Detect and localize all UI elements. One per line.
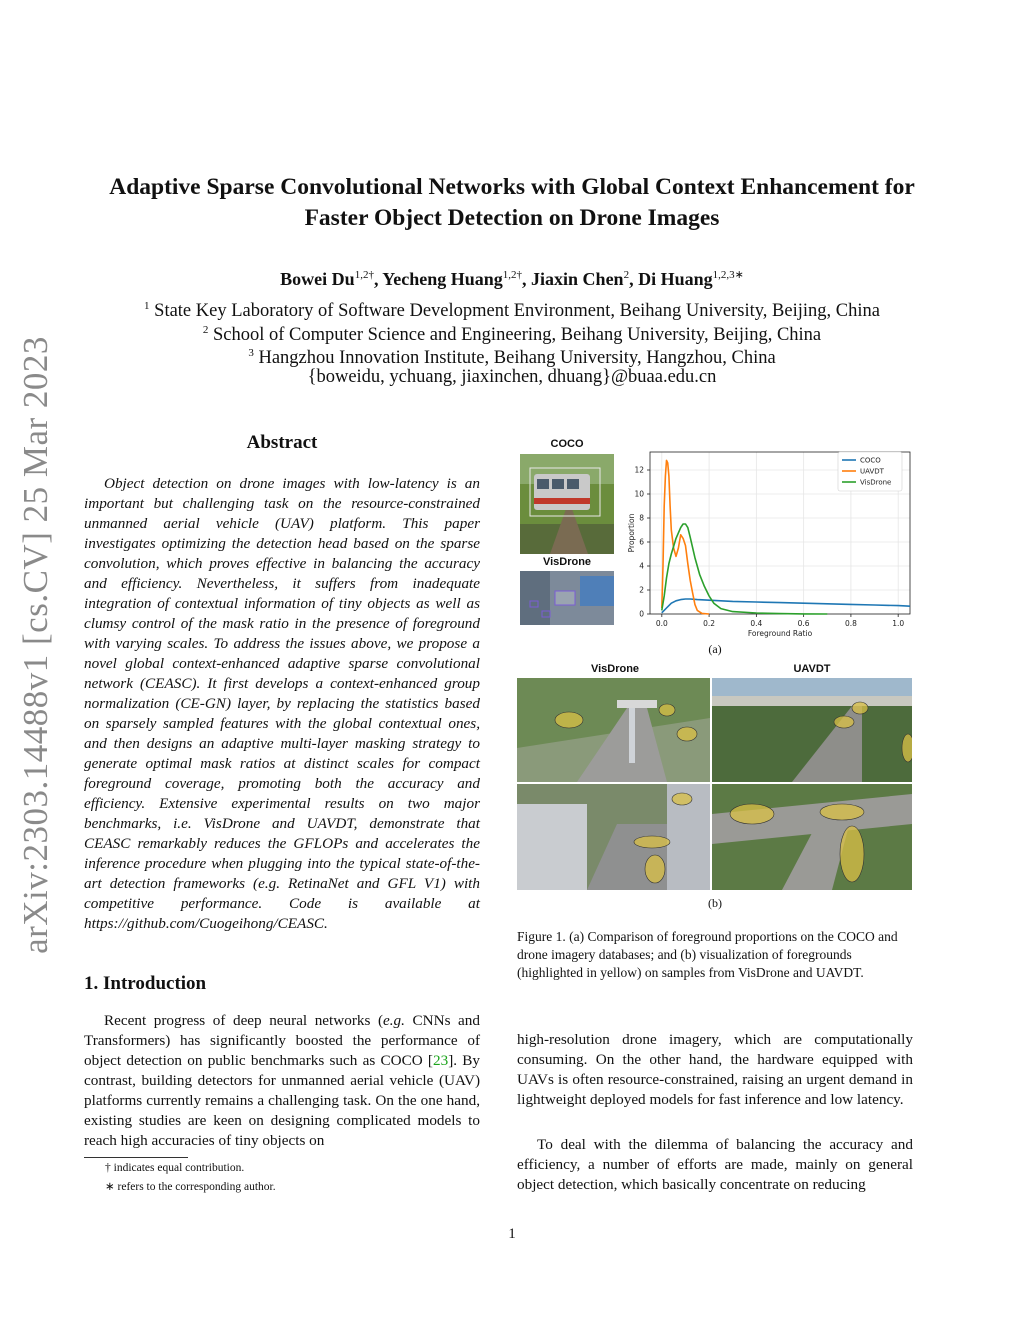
coco-sample-image	[520, 454, 614, 554]
author-sup: 1,2,3∗	[712, 269, 744, 281]
author-name: Di Huang	[638, 269, 713, 289]
abstract-heading: Abstract	[246, 432, 318, 453]
x-tick-label: 0.4	[750, 619, 763, 628]
series-line-uavdt	[662, 460, 709, 614]
intro-paragraph	[84, 1011, 480, 1151]
x-tick-label: 0.6	[797, 619, 810, 628]
y-tick-label: 2	[639, 585, 644, 595]
y-axis-label: Proportion	[627, 513, 636, 553]
subfigure-label-b: (b)	[708, 896, 722, 910]
abstract-text: Object detection on drone images with low-latency is an important but challenging task on the resource-constrained unmanned aerial vehicle (UAV) platform. This paper investigates optimizing the detection head based on the sparse convolution, which proves effective in balancing the accuracy and efficiency. Nevertheless, it suffers from inadequate integration of contextual information of tiny objects as well as clumsy control of the mask ratio in the presence of foreground with varying scales. To address the issues above, we propose a novel global context-enhanced adaptive sparse convolutional network (CEASC). It first develops a context-enhanced group normalization (CE-GN) layer, by replacing the statistics based on sparsely sampled features with the global contextual ones, and then designs an adaptive multi-layer masking strategy to generate optimal mask ratios at distinct scales for compact foreground coverage, promoting both the accuracy and efficiency. Extensive experimental results on two major benchmarks, i.e. VisDrone and UAVDT, demonstrate that CEASC remarkably reduces the GFLOPs and accelerates the inference procedure when plugging into the typical state-of-the-art detection frameworks (e.g. RetinaNet and GFL V1) with competitive performance. Code is available at https://github.com/Cuogeihong/CEASC.	[84, 475, 480, 932]
y-tick-label: 12	[634, 465, 644, 475]
author-sup: 2	[623, 269, 630, 281]
uavdt-foreground-image-2	[712, 784, 912, 890]
visdrone-foreground-image-1	[517, 678, 710, 782]
author-list: Bowei $Du^{1,2\dagger}$, Yecheng Huang$^{1,2\dagger}$, Jiaxin Chen$^2$, Di Huang$^{1,2,3∗}$	[280, 269, 744, 289]
figure-label-uavdt: UAVDT	[793, 663, 831, 675]
footnote-equal-contribution: † indicates equal contribution.	[105, 1162, 245, 1174]
affiliation-text: School of Computer Science and Engineering, Beihang University, Beijing, China	[212, 325, 822, 346]
x-tick-label: 1.0	[892, 619, 905, 628]
x-tick-label: 0.8	[844, 619, 857, 628]
visdrone-foreground-image-2	[517, 784, 710, 890]
author-name: Jiaxin Chen	[531, 269, 624, 289]
author-name: Yecheng Huang	[382, 269, 503, 289]
title-line-2: Faster Object Detection on Drone Images	[304, 205, 720, 231]
x-tick-label: 0.2	[703, 619, 716, 628]
y-tick-label: 0	[639, 609, 644, 619]
foreground-ratio-chart	[620, 444, 916, 644]
author-sup: 1,2†	[354, 269, 374, 281]
y-tick-label: 10	[634, 489, 644, 499]
visdrone-sample-image	[520, 571, 614, 625]
x-axis-label: Foreground Ratio	[747, 629, 813, 638]
author-emails: {boweidu, ychuang, jiaxinchen, dhuang}@buaa.edu.cn	[307, 367, 717, 387]
figure-caption: Figure 1. (a) Comparison of foreground proportions on the COCO and drone imagery databases; and (b) visualization of foregrounds (highlighted in yellow) on samples from VisDrone and UAVDT.	[517, 929, 898, 980]
affiliation-text: Hangzhou Innovation Institute, Beihang University, Hangzhou, China	[258, 348, 776, 369]
arxiv-id: arXiv:2303.14488v1 [cs.CV] 25 Mar 2023	[16, 336, 55, 954]
affiliation-sup: 2	[202, 324, 209, 336]
figure-label-coco: COCO	[550, 438, 584, 450]
x-tick-label: 0.0	[655, 619, 668, 628]
citation-link[interactable]: 23	[433, 1052, 449, 1069]
intro-heading: 1. Introduction	[84, 973, 207, 994]
author-sup: 1,2†	[502, 269, 523, 281]
subfigure-label-a: (a)	[708, 642, 722, 656]
intro-text: CNNs and Transformers) has significantly boosted the performance of object detection on public benchmarks such as COCO [	[84, 1012, 480, 1069]
figure-label-visdrone-a: VisDrone	[542, 556, 592, 568]
figure-label-visdrone-b: VisDrone	[590, 663, 640, 675]
intro-eg: e.g.	[383, 1012, 405, 1029]
affiliation-sup: 3	[248, 347, 254, 359]
legend-entry: COCO	[860, 456, 881, 465]
right-column-paragraph-2: To deal with the dilemma of balancing the accuracy and efficiency, a number of efforts are made, mainly on general object detection, which basically concentrate on reducing	[517, 1136, 913, 1193]
arxiv-side-stamp	[6, 336, 66, 954]
series-line-visdrone	[662, 524, 828, 614]
y-tick-label: 6	[639, 537, 644, 547]
affiliation-text: State Key Laboratory of Software Development Environment, Beihang University, Beijing, China	[154, 301, 880, 322]
footnote-corresponding: ∗ refers to the corresponding author.	[105, 1181, 276, 1193]
title-line-1: Adaptive Sparse Convolutional Networks with Global Context Enhancement for	[109, 174, 915, 200]
intro-text: Recent progress of deep neural networks (	[104, 1012, 384, 1029]
page-number: 1	[508, 1226, 516, 1242]
paper-title	[60, 172, 964, 234]
legend-entry: VisDrone	[860, 478, 892, 487]
legend-entry: UAVDT	[860, 467, 884, 476]
affiliation-sup: 1	[144, 300, 150, 312]
author-name: Bowei Du	[280, 269, 355, 289]
y-tick-label: 8	[639, 513, 644, 523]
y-tick-label: 4	[639, 561, 644, 571]
footnote-rule	[84, 1157, 188, 1158]
intro-text: ]. By contrast, building detectors for unmanned aerial vehicle (UAV) platforms currently remains a challenging task. On the one hand, existing studies are keen on designing complicated models to reach high accuracies of tiny objects on	[84, 1052, 481, 1149]
uavdt-foreground-image-1	[712, 678, 912, 782]
right-column-paragraph-1: high-resolution drone imagery, which are computationally consuming. On the other hand, the hardware equipped with UAVs is often resource-constrained, raising an urgent demand in lightweight deployed models for fast inference and low latency.	[517, 1031, 913, 1108]
